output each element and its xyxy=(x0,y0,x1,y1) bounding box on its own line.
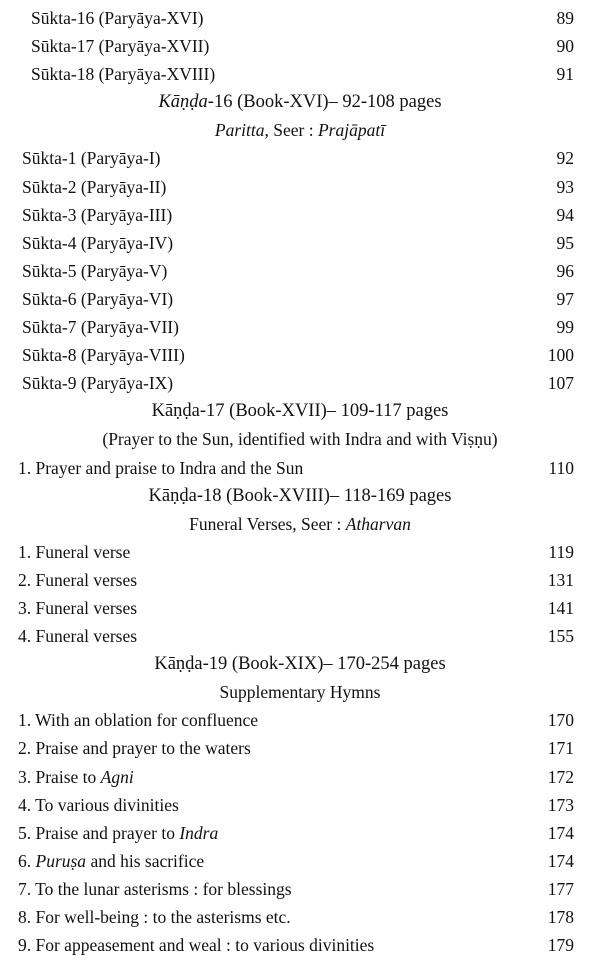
entry-title xyxy=(22,144,161,172)
entry-title-text: Sūkta-4 (Paryāya-IV) xyxy=(22,232,174,253)
entry-page-number: 110 xyxy=(548,457,574,478)
toc-entry xyxy=(0,341,600,369)
entry-page-number: 155 xyxy=(547,626,574,647)
heading-text: -16 (Book-XVI)– 92-108 pages xyxy=(207,92,442,113)
toc-entry xyxy=(0,144,600,172)
section-subheading xyxy=(0,678,600,706)
entry-title xyxy=(31,60,215,88)
toc-entry xyxy=(0,622,600,650)
entry-page-number: 92 xyxy=(556,148,574,169)
entry-title-text: 1. Prayer and praise to Indra and the Sun xyxy=(18,457,304,478)
toc-entry xyxy=(0,229,600,257)
entry-title-text: 7. To the lunar asterisms : for blessings xyxy=(18,878,292,899)
toc-entry xyxy=(0,173,600,201)
entry-title-text: Sūkta-7 (Paryāya-VII) xyxy=(22,317,179,338)
toc-entry xyxy=(0,257,600,285)
entry-title-text: 1. Funeral verse xyxy=(18,541,131,562)
heading-text: Kāṇḍa-17 (Book-XVII)– 109-117 pages xyxy=(151,401,449,422)
entry-title xyxy=(18,454,303,482)
toc-entry xyxy=(0,32,600,60)
section-heading xyxy=(0,397,600,425)
entry-page-number: 89 xyxy=(556,8,574,28)
entry-page-number: 174 xyxy=(547,822,574,843)
section-subheading xyxy=(0,116,600,144)
toc-entry xyxy=(0,763,600,791)
entry-page-number: 174 xyxy=(547,850,574,871)
entry-title-text: and his sacrifice xyxy=(86,850,205,871)
toc-entry xyxy=(0,819,600,847)
toc-entry xyxy=(0,201,600,229)
entry-page-number: 100 xyxy=(547,345,574,366)
entry-title xyxy=(22,229,173,257)
entry-title xyxy=(22,285,173,313)
entry-title-text: Sūkta-8 (Paryāya-VIII) xyxy=(22,345,185,366)
section-heading xyxy=(0,482,600,510)
entry-title-italic: Puruṣa xyxy=(35,850,87,871)
entry-title xyxy=(22,173,166,201)
entry-title xyxy=(18,931,374,959)
entry-title xyxy=(18,847,204,875)
entry-title xyxy=(22,257,167,285)
entry-title xyxy=(22,201,172,229)
entry-title xyxy=(18,622,137,650)
toc-entry xyxy=(0,847,600,875)
entry-page-number: 91 xyxy=(556,64,574,85)
toc-entry xyxy=(0,285,600,313)
section-heading xyxy=(0,650,600,678)
entry-title-text: 3. Praise to xyxy=(18,766,101,787)
toc-entry xyxy=(0,791,600,819)
entry-title-text: Sūkta-18 (Paryāya-XVIII) xyxy=(31,64,216,85)
entry-title-text: Sūkta-17 (Paryāya-XVII) xyxy=(31,36,210,57)
entry-title xyxy=(22,313,179,341)
entry-page-number: 131 xyxy=(547,569,574,590)
entry-title-text: Sūkta-1 (Paryāya-I) xyxy=(22,148,161,169)
entry-page-number: 177 xyxy=(547,878,574,899)
entry-title-text: 2. Praise and prayer to the waters xyxy=(18,738,251,759)
heading-italic-text: Kāṇḍa xyxy=(158,92,208,113)
subheading-italic-text: Atharvan xyxy=(345,513,411,534)
entry-title xyxy=(22,341,185,369)
toc-entry xyxy=(0,566,600,594)
entry-page-number: 90 xyxy=(556,36,574,57)
entry-page-number: 170 xyxy=(547,710,574,731)
entry-title-text: 8. For well-being : to the asterisms etc. xyxy=(18,907,291,927)
entry-title xyxy=(18,706,258,734)
entry-title-text: 5. Praise and prayer to xyxy=(18,822,180,843)
entry-title xyxy=(18,903,291,931)
toc-entry xyxy=(0,4,600,32)
heading-text: Kāṇḍa-19 (Book-XIX)– 170-254 pages xyxy=(154,654,446,675)
entry-title xyxy=(18,734,251,762)
subheading-text: Supplementary Hymns xyxy=(219,682,381,703)
entry-title-text: Sūkta-3 (Paryāya-III) xyxy=(22,204,173,225)
subheading-text: , Seer : xyxy=(264,120,318,141)
toc-entry xyxy=(0,60,600,88)
subheading-italic-text: Prajāpatī xyxy=(317,120,386,141)
entry-page-number: 171 xyxy=(547,738,574,759)
entry-title xyxy=(18,763,134,791)
entry-title-text: 1. With an oblation for confluence xyxy=(18,710,259,731)
toc-entry xyxy=(0,313,600,341)
entry-title-text: 4. Funeral verses xyxy=(18,626,138,647)
entry-title-text: 9. For appeasement and weal : to various divinities xyxy=(18,935,375,956)
entry-title-text: 4. To various divinities xyxy=(18,794,179,815)
entry-title xyxy=(18,875,292,903)
entry-page-number: 179 xyxy=(547,935,574,956)
entry-page-number: 178 xyxy=(547,907,574,927)
entry-title xyxy=(31,4,204,32)
entry-title xyxy=(18,538,130,566)
entry-title-text: 6. xyxy=(18,850,36,871)
entry-page-number: 95 xyxy=(556,232,574,253)
entry-page-number: 94 xyxy=(556,204,574,225)
entry-page-number: 119 xyxy=(548,541,574,562)
entry-title-text: Sūkta-5 (Paryāya-V) xyxy=(22,260,168,281)
entry-page-number: 141 xyxy=(547,597,574,618)
entry-title xyxy=(18,819,218,847)
entry-page-number: 99 xyxy=(556,317,574,338)
entry-page-number: 172 xyxy=(547,766,574,787)
entry-title xyxy=(31,32,209,60)
section-subheading xyxy=(0,425,600,453)
entry-page-number: 93 xyxy=(556,176,574,197)
entry-title-text: Sūkta-9 (Paryāya-IX) xyxy=(22,373,174,394)
toc-entry xyxy=(0,454,600,482)
entry-title-italic: Agni xyxy=(100,766,134,787)
entry-title xyxy=(18,594,137,622)
entry-title-text: Sūkta-16 (Paryāya-XVI) xyxy=(31,8,204,28)
toc-entry xyxy=(0,538,600,566)
entry-page-number: 173 xyxy=(547,794,574,815)
toc-entry xyxy=(0,931,600,959)
entry-title-italic: Indra xyxy=(179,822,219,843)
entry-page-number: 97 xyxy=(556,288,574,309)
entry-page-number: 107 xyxy=(547,373,574,394)
toc-entry xyxy=(0,369,600,397)
section-heading xyxy=(0,88,600,116)
entry-title xyxy=(18,791,179,819)
entry-title-text: 2. Funeral verses xyxy=(18,569,138,590)
entry-title-text: Sūkta-6 (Paryāya-VI) xyxy=(22,288,174,309)
heading-text: Kāṇḍa-18 (Book-XVIII)– 118-169 pages xyxy=(148,485,452,506)
toc-entry xyxy=(0,734,600,762)
section-subheading xyxy=(0,510,600,538)
entry-page-number: 96 xyxy=(556,260,574,281)
entry-title-text: Sūkta-2 (Paryāya-II) xyxy=(22,176,167,197)
entry-title xyxy=(22,369,173,397)
toc-entry xyxy=(0,875,600,903)
toc-entry xyxy=(0,903,600,931)
entry-title xyxy=(18,566,137,594)
subheading-italic-text: Paritta xyxy=(214,120,265,141)
entry-title-text: 3. Funeral verses xyxy=(18,597,138,618)
toc-entry xyxy=(0,594,600,622)
subheading-text: (Prayer to the Sun, identified with Indra and with Viṣṇu) xyxy=(102,429,498,450)
toc-entry xyxy=(0,706,600,734)
subheading-text: Funeral Verses, Seer : xyxy=(189,513,346,534)
